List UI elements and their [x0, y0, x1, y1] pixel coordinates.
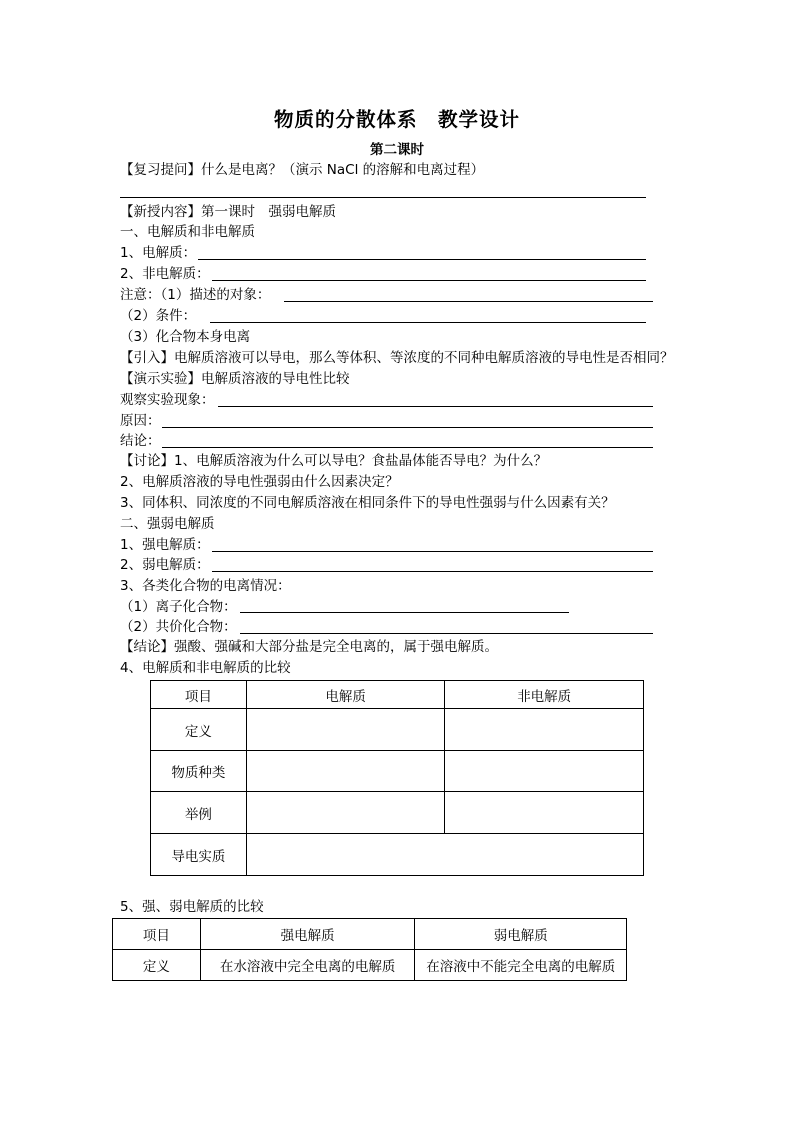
reason-line — [162, 427, 653, 428]
section-two-heading: 二、强弱电解质 — [120, 516, 215, 532]
covalent-compound-line — [240, 633, 653, 634]
empty-cell — [246, 751, 445, 792]
observe-label: 观察实验现象： — [120, 392, 215, 408]
table-row — [113, 950, 627, 981]
table-header-electrolyte: 电解质 — [246, 681, 445, 709]
empty-cell — [445, 751, 644, 792]
discussion-2: 2、电解质溶液的导电性强弱由什么因素决定？ — [120, 474, 399, 490]
nonelectrolyte-label: 2、非电解质： — [120, 266, 210, 282]
table-row — [151, 792, 644, 834]
note-self-ionization: （3）化合物本身电离 — [120, 329, 251, 345]
discussion-1: 【讨论】1、电解质溶液为什么可以导电？食盐晶体能否导电？为什么？ — [120, 453, 548, 469]
table-row — [151, 681, 644, 709]
demo-heading: 【演示实验】电解质溶液的导电性比较 — [120, 371, 350, 387]
covalent-compound-label: （2）共价化合物： — [120, 619, 237, 635]
row-label-example: 举例 — [151, 792, 247, 834]
empty-cell — [246, 709, 445, 751]
nonelectrolyte-answer-line — [212, 280, 646, 281]
table-header-item: 项目 — [151, 681, 247, 709]
compounds-heading: 3、各类化合物的电离情况： — [120, 578, 291, 594]
table-row — [151, 834, 644, 876]
table-header-item: 项目 — [113, 919, 201, 950]
row-label-substance-kind: 物质种类 — [151, 751, 247, 792]
review-question: 【复习提问】什么是电离？（演示 NaCl 的溶解和电离过程） — [120, 162, 485, 178]
table-header-nonelectrolyte: 非电解质 — [445, 681, 644, 709]
comparison-5-heading: 5、强、弱电解质的比较 — [120, 899, 264, 915]
page-subtitle: 第二课时 — [370, 142, 424, 158]
ionic-compound-line — [240, 612, 569, 613]
answer-line-review — [120, 197, 646, 198]
weak-electrolyte-label: 2、弱电解质： — [120, 557, 210, 573]
comparison-4-heading: 4、电解质和非电解质的比较 — [120, 660, 291, 676]
note-condition-line — [210, 322, 646, 323]
strong-electrolyte-label: 1、强电解质： — [120, 537, 210, 553]
section-one-heading: 一、电解质和非电解质 — [120, 224, 255, 240]
table-row — [113, 919, 627, 950]
discussion-3: 3、同体积、同浓度的不同电解质溶液在相同条件下的导电性强弱与什么因素有关？ — [120, 495, 615, 511]
reason-label: 原因： — [120, 413, 161, 429]
note-object-line — [284, 301, 653, 302]
electrolyte-answer-line — [198, 259, 646, 260]
summary-text: 【结论】强酸、强碱和大部分盐是完全电离的，属于强电解质。 — [120, 639, 498, 655]
ionic-compound-label: （1）离子化合物： — [120, 599, 237, 615]
strong-electrolyte-line — [212, 551, 653, 552]
empty-cell — [445, 709, 644, 751]
row-label-conduction: 导电实质 — [151, 834, 247, 876]
weak-electrolyte-line — [212, 571, 653, 572]
electrolyte-label: 1、电解质： — [120, 245, 197, 261]
conclusion-label: 结论： — [120, 433, 161, 449]
page-title: 物质的分散体系 教学设计 — [273, 108, 520, 131]
strong-weak-comparison-table — [112, 918, 627, 981]
table-row — [151, 709, 644, 751]
electrolyte-comparison-table — [150, 680, 644, 876]
weak-definition-cell: 在溶液中不能完全电离的电解质 — [415, 950, 627, 981]
table-header-strong: 强电解质 — [200, 919, 415, 950]
empty-cell — [246, 792, 445, 834]
conclusion-line — [162, 447, 653, 448]
observe-line — [218, 406, 653, 407]
empty-cell — [445, 792, 644, 834]
intro-text: 【引入】电解质溶液可以导电，那么等体积、等浓度的不同种电解质溶液的导电性是否相同？ — [120, 350, 674, 366]
new-content-heading: 【新授内容】第一课时 强弱电解质 — [120, 204, 336, 220]
strong-definition-cell: 在水溶液中完全电离的电解质 — [200, 950, 415, 981]
table-row — [151, 751, 644, 792]
row-label-definition: 定义 — [151, 709, 247, 751]
empty-cell — [246, 834, 643, 876]
note-object-label: 注意：（1）描述的对象： — [120, 287, 271, 303]
note-condition-label: （2）条件： — [120, 308, 197, 324]
row-label-definition: 定义 — [113, 950, 201, 981]
table-header-weak: 弱电解质 — [415, 919, 627, 950]
